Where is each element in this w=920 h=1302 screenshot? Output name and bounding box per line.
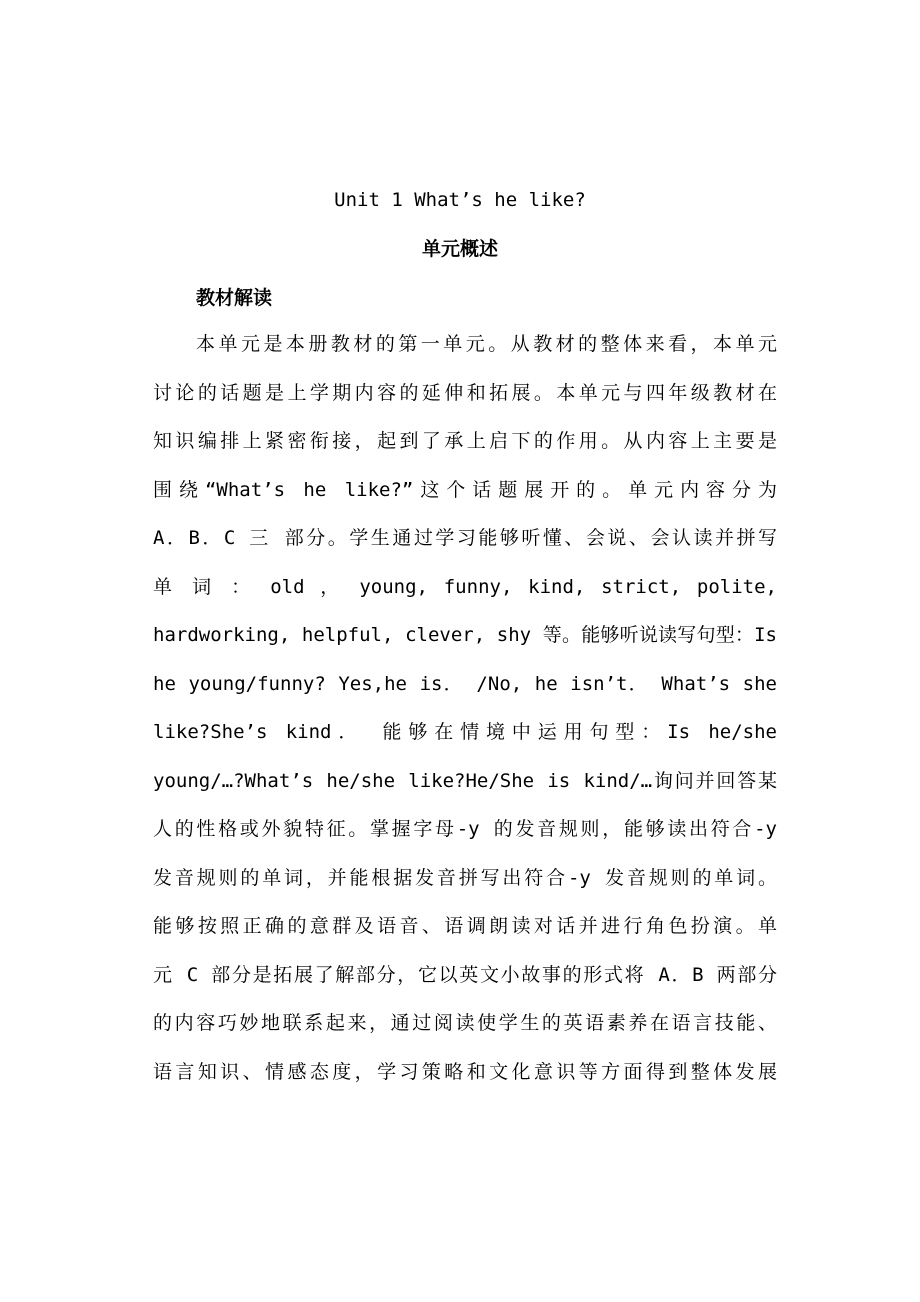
paragraph-line: 讨论的话题是上学期内容的延伸和拓展。本单元与四年级教材在 [153,381,777,404]
document-subtitle: 单元概述 [421,238,498,260]
paragraph-line: 元 C 部分是拓展了解部分，它以英文小故事的形式将 A．B 两部分 [153,963,777,986]
paragraph-line: 人的性格或外貌特征。掌握字母-y 的发音规则，能够读出符合-y [153,818,777,840]
paragraph-line: he young/funny? Yes,he is． /No, he isn’t． What’s she [153,672,777,695]
section-heading: 教材解读 [196,287,273,309]
paragraph-line: 单 词 ： old ， young, funny, kind, strict, polite, [153,575,777,598]
paragraph-line: 本单元是本册教材的第一单元。从教材的整体来看，本单元 [196,333,777,355]
paragraph-line: 围绕“What’s he like?”这个话题展开的。单元内容分为 [153,478,777,501]
paragraph-line: 语言知识、情感态度，学习策略和文化意识等方面得到整体发展 [153,1060,777,1083]
paragraph-line: hardworking, helpful, clever, shy 等。能够听说读写句型：Is [153,624,777,646]
paragraph-line: young/…?What’s he/she like?He/She is kind/…询问并回答某 [153,769,777,792]
paragraph-line: 的内容巧妙地联系起来，通过阅读使学生的英语素养在语言技能、 [153,1012,777,1034]
document-title: Unit 1 What’s he like? [334,189,586,211]
paragraph-line: 发音规则的单词，并能根据发音拼写出符合-y 发音规则的单词。 [153,866,777,889]
paragraph-line: like?She’s kind． 能够在情境中运用句型：Is he/she [153,721,777,743]
body-paragraph [153,329,777,1105]
paragraph-line: 知识编排上紧密衔接，起到了承上启下的作用。从内容上主要是 [153,430,777,452]
paragraph-line: A．B．C 三 部分。学生通过学习能够听懂、会说、会认读并拼写 [153,527,777,549]
paragraph-line: 能够按照正确的意群及语音、语调朗读对话并进行角色扮演。单 [153,915,777,937]
